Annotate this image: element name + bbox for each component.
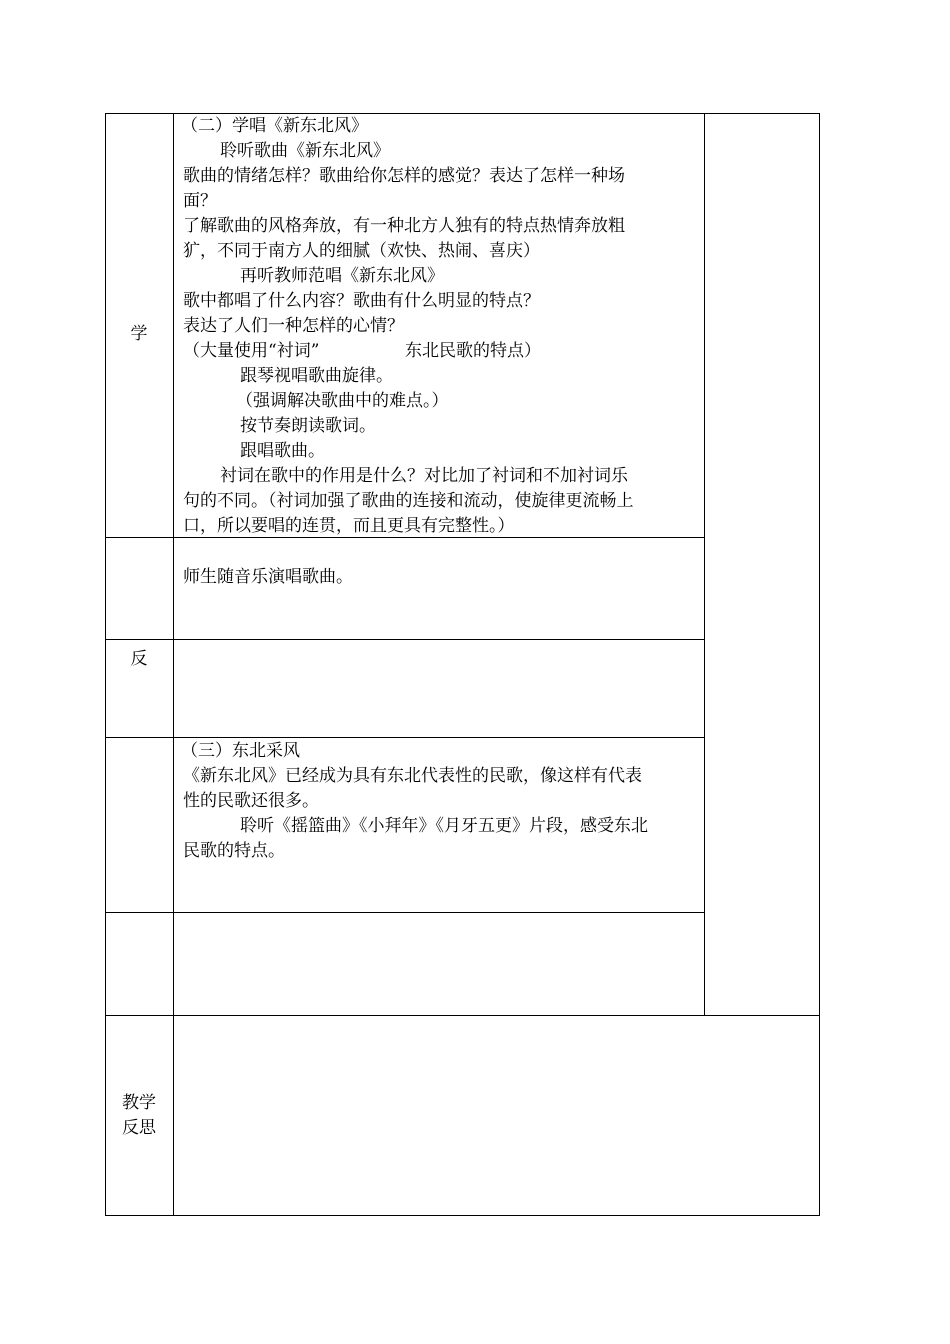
- content-line: 《新东北风》已经成为具有东北代表性的民歌，像这样有代表: [183, 766, 642, 786]
- section-heading: （二）学唱《新东北风》: [181, 116, 368, 136]
- content-line: 口，所以要唱的连贯，而且更具有完整性。）: [183, 516, 515, 536]
- reflection-label-line2: 反思: [122, 1118, 156, 1138]
- content-line: 按节奏朗读歌词。: [240, 416, 376, 436]
- right-column-divider: [704, 113, 705, 1016]
- performance-text: 师生随音乐演唱歌曲。: [183, 567, 353, 587]
- content-line: 歌曲的情绪怎样？歌曲给你怎样的感觉？表达了怎样一种场: [183, 166, 625, 186]
- content-line: 犷，不同于南方人的细腻（欢快、热闹、喜庆）: [183, 241, 540, 261]
- content-line: 再听教师范唱《新东北风》: [240, 266, 444, 286]
- content-line: 聆听歌曲《新东北风》: [220, 141, 390, 161]
- content-line: 面？: [183, 191, 217, 211]
- row-divider-3: [105, 737, 705, 738]
- content-line: 歌中都唱了什么内容？歌曲有什么明显的特点？: [183, 291, 540, 311]
- table-right-border: [819, 113, 820, 1216]
- section-heading: （三）东北采风: [181, 741, 300, 761]
- content-line: 跟唱歌曲。: [240, 441, 325, 461]
- content-line: 表达了人们一种怎样的心情？: [183, 316, 404, 336]
- content-line: （大量使用“衬词”: [183, 341, 320, 361]
- content-line: 东北民歌的特点）: [405, 341, 541, 361]
- row-label-fan: 反: [130, 649, 148, 669]
- content-line: 跟琴视唱歌曲旋律。: [240, 366, 393, 386]
- content-line: （强调解决歌曲中的难点。）: [236, 391, 449, 411]
- content-line: 聆听《摇篮曲》《小拜年》《月牙五更》片段，感受东北: [240, 816, 648, 836]
- content-line: 衬词在歌中的作用是什么？对比加了衬词和不加衬词乐: [220, 466, 628, 486]
- row-divider-2: [105, 639, 705, 640]
- content-line: 性的民歌还很多。: [183, 791, 319, 811]
- content-line: 民歌的特点。: [183, 841, 285, 861]
- content-line: 了解歌曲的风格奔放，有一种北方人独有的特点热情奔放粗: [183, 216, 625, 236]
- label-column-divider: [173, 113, 174, 1216]
- table-bottom-border: [105, 1215, 820, 1216]
- content-line: 句的不同。（衬词加强了歌曲的连接和流动，使旋律更流畅上: [183, 491, 634, 511]
- row-divider-4: [105, 912, 705, 913]
- reflection-row-divider: [105, 1015, 820, 1016]
- reflection-label-line1: 教学: [122, 1093, 156, 1113]
- row-label-xue: 学: [130, 324, 148, 344]
